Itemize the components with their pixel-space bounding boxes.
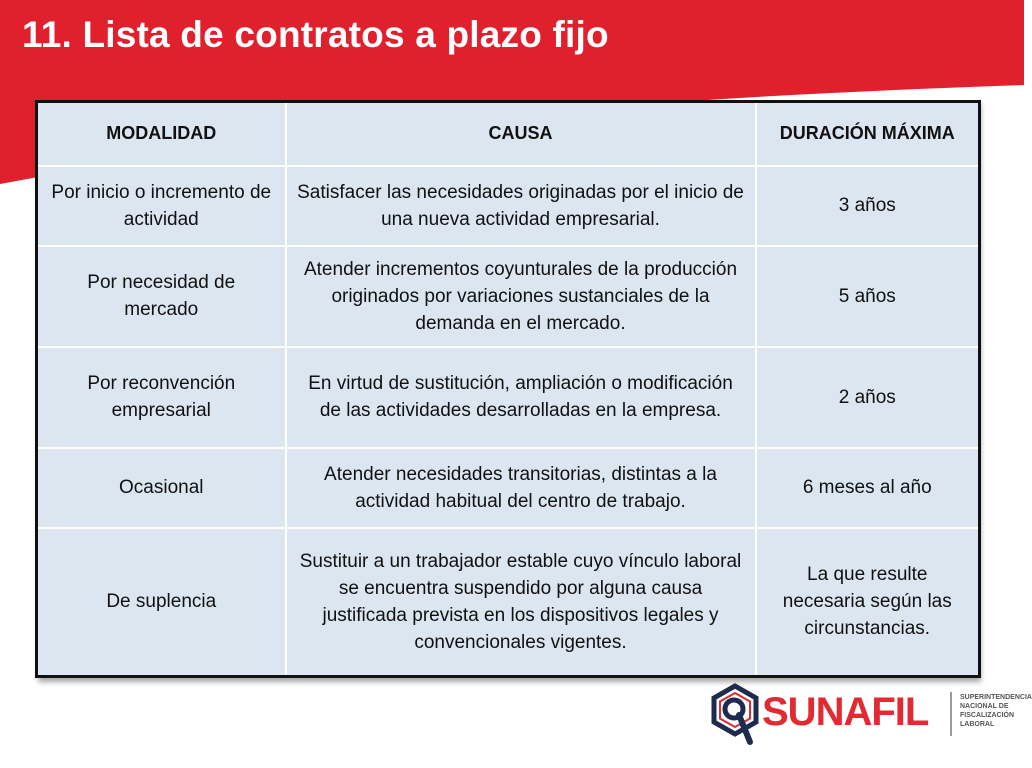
table-row xyxy=(37,166,980,246)
logo-subtitle: SUPERINTENDENCIA NACIONAL DE FISCALIZACIÓN LABORAL xyxy=(960,694,1032,728)
table-header-row xyxy=(37,102,980,166)
cell-modalidad: Ocasional xyxy=(37,448,286,528)
cell-causa: En virtud de sustitución, ampliación o modificación de las actividades desarrolladas en la empresa. xyxy=(286,347,756,448)
cell-duracion: 3 años xyxy=(756,166,980,246)
cell-duracion: 2 años xyxy=(756,347,980,448)
table-row xyxy=(37,528,980,677)
cell-duracion: La que resulte necesaria según las circunstancias. xyxy=(756,528,980,677)
cell-duracion: 5 años xyxy=(756,246,980,347)
contracts-table-wrap xyxy=(35,100,978,678)
logo-wordmark: SUNAFIL xyxy=(762,690,929,734)
cell-causa: Satisfacer las necesidades originadas por el inicio de una nueva actividad empresarial. xyxy=(286,166,756,246)
header-causa: CAUSA xyxy=(286,102,756,166)
table-row xyxy=(37,448,980,528)
cell-duracion: 6 meses al año xyxy=(756,448,980,528)
cell-modalidad: Por reconvención empresarial xyxy=(37,347,286,448)
sunafil-logo xyxy=(706,684,1032,754)
magnifier-shield-icon xyxy=(710,684,760,746)
cell-causa: Atender incrementos coyunturales de la producción originados por variaciones sustanciales de la demanda en el mercado. xyxy=(286,246,756,347)
page-title: 11. Lista de contratos a plazo fijo xyxy=(22,14,609,55)
cell-modalidad: Por necesidad de mercado xyxy=(37,246,286,347)
cell-causa: Atender necesidades transitorias, distintas a la actividad habitual del centro de trabajo. xyxy=(286,448,756,528)
header-duracion: DURACIÓN MÁXIMA xyxy=(756,102,980,166)
contracts-table xyxy=(35,100,981,678)
cell-modalidad: Por inicio o incremento de actividad xyxy=(37,166,286,246)
table-row xyxy=(37,246,980,347)
header-modalidad: MODALIDAD xyxy=(37,102,286,166)
table-row xyxy=(37,347,980,448)
cell-causa: Sustituir a un trabajador estable cuyo vínculo laboral se encuentra suspendido por alguna causa justificada prevista en los dispositivos legales y convencionales vigentes. xyxy=(286,528,756,677)
logo-divider xyxy=(950,692,952,736)
cell-modalidad: De suplencia xyxy=(37,528,286,677)
